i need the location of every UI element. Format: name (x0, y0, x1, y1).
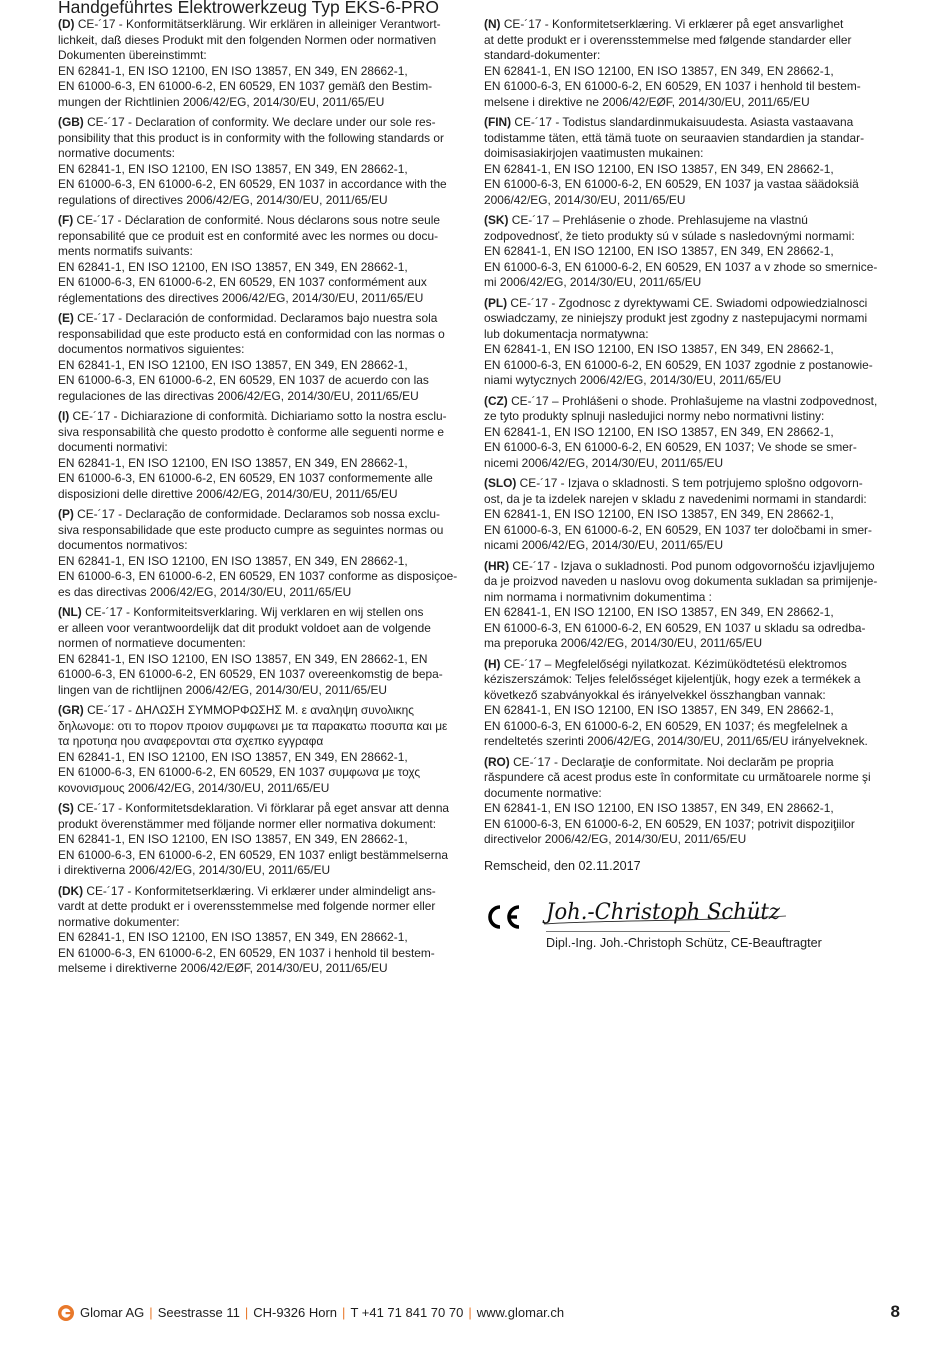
country-code: (F) (58, 213, 74, 227)
declaration-line: EN 62841-1, EN ISO 12100, EN ISO 13857, EN 349, EN 28662-1, (58, 455, 408, 470)
declaration-line: EN 61000-6-3, EN 61000-6-2, EN 60529, EN 1037; Ve shode se smer- (484, 440, 857, 454)
declaration-line: következő szabványokkal és irányelvekkel összhangban vannak: (484, 687, 826, 702)
declaration-line (58, 115, 476, 131)
declaration-line: EN 61000-6-3, EN 61000-6-2, EN 60529, EN 1037 u skladu sa odredba- (484, 620, 866, 635)
declaration-line: ze tyto produkty splnuji nasledujici normy nebo normativni listiny: (484, 409, 825, 423)
declaration-text: CE-´17 - Declaraţie de conformitate. Noi declarăm pe propria (509, 754, 834, 769)
declaration-line: EN 61000-6-3, EN 61000-6-2, EN 60529, EN 1037 conformément aux (58, 275, 427, 289)
declaration-cz (484, 394, 902, 472)
declaration-line: EN 62841-1, EN ISO 12100, EN ISO 13857, EN 349, EN 28662-1, (484, 161, 834, 176)
declaration-line: EN 62841-1, EN ISO 12100, EN ISO 13857, EN 349, EN 28662-1, (58, 930, 408, 944)
declaration-line: réglementations des directives 2006/42/EG, 2014/30/EU, 2011/65/EU (58, 290, 424, 305)
declaration-line (484, 115, 902, 131)
declaration-sk (484, 213, 902, 291)
declaration-line (58, 409, 476, 425)
declaration-line: doimisasiakirjojen vaatimusten mukainen: (484, 146, 704, 160)
declaration-line (484, 755, 902, 771)
country-code: (NL) (58, 605, 82, 619)
right-sections (484, 17, 902, 848)
declaration-slo (484, 476, 902, 554)
declaration-line (484, 394, 902, 410)
country-code: (I) (58, 409, 70, 423)
declaration-line: nicami 2006/42/EG, 2014/30/EU, 2011/65/EU (484, 538, 724, 552)
declaration-line (58, 605, 476, 621)
footer-company: Glomar AG (80, 1305, 145, 1320)
declaration-line: EN 61000-6-3, EN 61000-6-2, EN 60529, EN 1037 enligt bestämmelserna (58, 847, 448, 862)
declaration-line: at dette produkt er i overensstemmelse med følgende standarder eller (484, 32, 852, 47)
declaration-line: rendeltetés szerinti 2006/42/EG, 2014/30/EU, 2011/65/EU irányelveknek. (484, 734, 868, 748)
footer-separator: | (149, 1305, 153, 1320)
declaration-line: Dokumenten übereinstimmt: (58, 48, 207, 62)
declaration-line: EN 61000-6-3, EN 61000-6-2, EN 60529, EN 1037 i henhold til bestem- (58, 945, 435, 960)
declaration-line: EN 61000-6-3, EN 61000-6-2, EN 60529, EN 1037 zgodnie z postanowie- (484, 357, 873, 372)
declaration-line: EN 62841-1, EN ISO 12100, EN ISO 13857, EN 349, EN 28662-1, (58, 259, 408, 274)
declaration-line: κονονισμους 2006/42/EG, 2014/30/EU, 2011/65/EU (58, 780, 330, 795)
declaration-line (58, 703, 476, 719)
declaration-text: CE-´17 - Konformiteitsverklaring. Wij verklaren en wij stellen ons (81, 605, 424, 619)
declaration-line: lub dokumentacja normatywna: (484, 326, 649, 341)
country-code: (SK) (484, 213, 509, 227)
declaration-e (58, 311, 476, 404)
declaration-line: kéziszerszámok: Teljes felelősséget kijelentjük, hogy ezek a termékek a (484, 672, 861, 686)
declaration-line: EN 61000-6-3, EN 61000-6-2, EN 60529, EN 1037 ja vastaa säädoksiä (484, 177, 859, 191)
declaration-line: EN 61000-6-3, EN 61000-6-2, EN 60529, EN 1037 gemäß den Bestim- (58, 79, 433, 93)
page-title: Handgeführtes Elektrowerkzeug Typ EKS-6-PRO (58, 0, 439, 17)
declaration-line (58, 213, 476, 229)
declaration-i (58, 409, 476, 502)
declaration-line: δηλωνομε: οτι το πορον προιον συμφωνει με τα παρακατω ποσυπα και με (58, 718, 448, 733)
declaration-line: EN 62841-1, EN ISO 12100, EN ISO 13857, EN 349, EN 28662-1, (484, 801, 834, 815)
declaration-line: regulaciones de las directivas 2006/42/EG, 2014/30/EU, 2011/65/EU (58, 388, 419, 403)
country-code: (FIN) (484, 115, 512, 129)
declaration-line: EN 61000-6-3, EN 61000-6-2, EN 60529, EN 1037 a v zhode so smernice- (484, 259, 878, 274)
declarations-right-column (484, 17, 902, 984)
country-code: (H) (484, 656, 501, 671)
country-code: (RO) (484, 754, 510, 769)
declaration-line: melseme i direktiverne 2006/42/EØF, 2014/30/EU, 2011/65/EU (58, 961, 388, 975)
declaration-line (484, 559, 902, 575)
declaration-text: CE-´17 - Déclaration de conformité. Nous déclarons sous notre seule (73, 213, 440, 227)
declaration-line: EN 61000-6-3, EN 61000-6-2, EN 60529, EN 1037 συμφωνα με τοχς (58, 765, 421, 779)
footer-phone: T +41 71 841 70 70 (350, 1305, 464, 1320)
declaration-gb (58, 115, 476, 208)
declaration-line (58, 884, 476, 900)
declaration-line (58, 801, 476, 817)
signature-block (484, 874, 902, 984)
declaration-h (484, 657, 902, 750)
declaration-line (484, 476, 902, 492)
declaration-line (484, 657, 902, 673)
place-date: Remscheid, den 02.11.2017 (484, 858, 641, 873)
declaration-line: reponsabilité que ce produit est en conformité avec les normes ou docu- (58, 228, 439, 243)
declaration-text: CE-´17 - ΔΗΛΩΣΗ ΣΥΜΜΟΡΦΩΣΗΣ Μ. ε αναληψη συνολικης (83, 703, 414, 717)
declaration-text: CE-´17 - Dichiarazione di conformità. Dichiariamo sotto la nostra esclu- (69, 409, 447, 423)
declaration-line: EN 62841-1, EN ISO 12100, EN ISO 13857, EN 349, EN 28662-1, EN (58, 651, 428, 666)
declaration-fin (484, 115, 902, 208)
declaration-line (484, 17, 902, 33)
footer-website[interactable]: www.glomar.ch (476, 1305, 565, 1320)
declaration-n (484, 17, 902, 110)
declaration-text: CE-´17 - Zgodnosc z dyrektywami CE. Swiadomi odpowiedzialnosci (507, 295, 868, 310)
declaration-text: CE-´17 - Konformitetsdeklaration. Vi förklarar på eget ansvar att denna (73, 801, 450, 815)
declaration-f (58, 213, 476, 306)
declaration-d (58, 17, 476, 110)
footer-city: CH-9326 Horn (253, 1305, 338, 1320)
footer-separator: | (468, 1305, 472, 1320)
declaration-line: ost, da je ta izdelek narejen v skladu z navedenimi normami in standardi: (484, 491, 867, 506)
declaration-p (58, 507, 476, 600)
declaration-line: documente normative: (484, 785, 602, 800)
declaration-line: documentos normativos siguientes: (58, 342, 245, 356)
country-code: (E) (58, 311, 74, 325)
footer-separator: | (244, 1305, 249, 1320)
declaration-line: EN 61000-6-3, EN 61000-6-2, EN 60529, EN 1037 conformemente alle (58, 471, 433, 485)
declaration-s (58, 801, 476, 879)
svg-text:Joh.-Christoph Schütz: Joh.-Christoph Schütz (542, 900, 781, 925)
declaration-line: nicemi 2006/42/EG, 2014/30/EU, 2011/65/EU (484, 455, 724, 470)
footer-contact (80, 1305, 564, 1321)
declaration-line: regulations of directives 2006/42/EG, 2014/30/EU, 2011/65/EU (58, 192, 388, 207)
declaration-line: EN 61000-6-3, EN 61000-6-2, EN 60529, EN 1037; és megfelelnek a (484, 718, 848, 733)
declaration-line: EN 62841-1, EN ISO 12100, EN ISO 13857, EN 349, EN 28662-1, (484, 342, 834, 356)
declaration-line: es das directivas 2006/42/EG, 2014/30/EU, 2011/65/EU (58, 584, 352, 599)
footer-separator: | (342, 1305, 346, 1320)
declaration-line: mi 2006/42/EG, 2014/30/EU, 2011/65/EU (484, 275, 702, 289)
declaration-line: lingen van de richtlijnen 2006/42/EG, 2014/30/EU, 2011/65/EU (58, 682, 387, 697)
declaration-line: vardt at dette produkt er i overensstemmelse med folgende normer eller (58, 899, 436, 913)
declarations-left-column (58, 17, 476, 982)
declaration-line: EN 62841-1, EN ISO 12100, EN ISO 13857, EN 349, EN 28662-1, (58, 63, 408, 78)
declaration-line: ma preporuka 2006/42/EG, 2014/30/EU, 2011/65/EU (484, 636, 763, 650)
declaration-line: EN 62841-1, EN ISO 12100, EN ISO 13857, EN 349, EN 28662-1, (58, 749, 408, 764)
country-code: (N) (484, 17, 501, 31)
declaration-line: EN 62841-1, EN ISO 12100, EN ISO 13857, EN 349, EN 28662-1, (58, 553, 408, 568)
footer (58, 1303, 900, 1325)
declaration-pl (484, 296, 902, 389)
country-code: (S) (58, 801, 74, 815)
declaration-line: zodpovednosť, že tieto produkty sú v súlade s nasledovnými normami: (484, 228, 855, 243)
declaration-text: CE-´17 - Izjava o sukladnosti. Pod punom odgovornošću izjavljujemo (509, 558, 875, 573)
declaration-line: documentos normativos: (58, 538, 188, 552)
declaration-text: CE-´17 – Megfelelőségi nyilatkozat. Kézimüködtetésü elektromos (500, 656, 847, 671)
declaration-line: normative documents: (58, 146, 175, 160)
page-number: 8 (890, 1302, 900, 1321)
declaration-line: er alleen voor verantwoordelijk dat dit produkt voldoet aan de volgende (58, 620, 431, 635)
declaration-line: EN 62841-1, EN ISO 12100, EN ISO 13857, EN 349, EN 28662-1, (484, 63, 834, 78)
ce-mark-icon (484, 902, 522, 932)
declaration-line: EN 62841-1, EN ISO 12100, EN ISO 13857, EN 349, EN 28662-1, (58, 832, 408, 846)
declaration-line: siva responsabilità che questo prodotto è conforme alle seguenti norme e (58, 424, 445, 439)
declaration-hr (484, 559, 902, 652)
declaration-dk (58, 884, 476, 977)
declaration-text: CE-´17 - Konformitetserklæring. Vi erklærer på eget ansvarlighet (500, 17, 844, 31)
declaration-line (484, 296, 902, 312)
declaration-line: niami wytycznych 2006/42/EG, 2014/30/EU, 2011/65/EU (484, 373, 782, 387)
declaration-line: produkt överenstämmer med följande normer eller normativa dokument: (58, 816, 437, 831)
declaration-line: da je proizvod naveden u naslovu ovog dokumenta sukladan sa primijenje- (484, 574, 878, 588)
footer-street: Seestrasse 11 (157, 1305, 240, 1320)
declaration-line (484, 213, 902, 229)
declaration-line: EN 61000-6-3, EN 61000-6-2, EN 60529, EN 1037 i henhold til bestem- (484, 79, 861, 93)
declaration-line: lichkeit, daß dieses Produkt mit den folgenden Normen oder normativen (58, 32, 437, 47)
glomar-logo-icon (58, 1305, 74, 1321)
declaration-line: 61000-6-3, EN 61000-6-2, EN 60529, EN 1037 overeenkomstig de bepa- (58, 667, 443, 681)
signature-line (546, 931, 730, 932)
country-code: (D) (58, 17, 75, 31)
country-code: (SLO) (484, 476, 517, 490)
declaration-line: responsabilidad que este producto está en conformidad con las normas o (58, 326, 445, 341)
declaration-line (58, 17, 476, 33)
declaration-text: CE-´17 - Todistus slandardinmukaisuudesta. Asiasta vastaavana (511, 115, 854, 129)
country-code: (HR) (484, 558, 510, 573)
declaration-line: disposizioni delle direttive 2006/42/EG, 2014/30/EU, 2011/65/EU (58, 486, 398, 501)
country-code: (DK) (58, 883, 84, 898)
declaration-text: CE-´17 - Declaração de conformidade. Declaramos sob nossa exclu- (73, 507, 440, 521)
declaration-ro (484, 755, 902, 848)
declaration-line: melsene i direktive ne 2006/42/EØF, 2014/30/EU, 2011/65/EU (484, 94, 810, 109)
declaration-line: EN 62841-1, EN ISO 12100, EN ISO 13857, EN 349, EN 28662-1, (58, 357, 408, 372)
country-code: (CZ) (484, 393, 508, 408)
country-code: (P) (58, 507, 74, 521)
declaration-line: i direktiverna 2006/42/EG, 2014/30/EU, 2011/65/EU (58, 863, 331, 877)
declaration-line: normen of normatieve documenten: (58, 636, 246, 650)
declaration-text: CE-´17 - Konformitätserklärung. Wir erklären in alleiniger Verantwort- (74, 17, 441, 31)
declaration-line: ponsibility that this product is in conformity with the following standards or (58, 130, 444, 145)
declaration-nl (58, 605, 476, 698)
declaration-line: standard-dokumenter: (484, 48, 601, 62)
declaration-line: directivelor 2006/42/EG, 2014/30/EU, 2011/65/EU (484, 832, 747, 846)
declaration-line: EN 61000-6-3, EN 61000-6-2, EN 60529, EN 1037 conforme as disposiçoe- (58, 569, 458, 583)
country-code: (PL) (484, 295, 508, 310)
declaration-line: nim normama i normativnim dokumentima : (484, 589, 712, 604)
declaration-line: mungen der Richtlinien 2006/42/EG, 2014/30/EU, 2011/65/EU (58, 94, 385, 109)
declaration-line: normative dokumenter: (58, 914, 180, 929)
declaration-line: EN 61000-6-3, EN 61000-6-2, EN 60529, EN 1037 in accordance with the (58, 177, 447, 191)
declaration-line: oswiadczamy, ze niniejszy produkt jest zgodny z nastepujacymi normami (484, 311, 868, 325)
declaration-text: CE-´17 – Prehlásenie o zhode. Prehlasujeme na vlastnú (508, 213, 808, 227)
declaration-line: todistamme täten, että tämä tuote on seuraavien standardien ja standar- (484, 130, 865, 145)
declaration-text: CE-´17 - Declaración de conformidad. Declaramos bajo nuestra sola (73, 311, 438, 325)
declaration-line: răspundere că acest produs este în conformitate cu următoarele norme şi (484, 770, 871, 784)
declaration-line: EN 62841-1, EN ISO 12100, EN ISO 13857, EN 349, EN 28662-1, (484, 424, 834, 439)
declaration-line: EN 61000-6-3, EN 61000-6-2, EN 60529, EN 1037; potrivit dispoziţiilor (484, 816, 855, 831)
declaration-line: 2006/42/EG, 2014/30/EU, 2011/65/EU (484, 192, 686, 207)
country-code: (GR) (58, 703, 84, 717)
declaration-line: EN 62841-1, EN ISO 12100, EN ISO 13857, EN 349, EN 28662-1, (484, 605, 834, 619)
declaration-line: EN 62841-1, EN ISO 12100, EN ISO 13857, EN 349, EN 28662-1, (484, 703, 834, 717)
declaration-line: ments normatifs suivants: (58, 244, 193, 258)
declaration-line: EN 61000-6-3, EN 61000-6-2, EN 60529, EN 1037 de acuerdo con las (58, 373, 429, 387)
declaration-line: documenti normativi: (58, 440, 168, 454)
country-code: (GB) (58, 115, 84, 129)
declaration-text: CE-´17 – Prohlášeni o shode. Prohlašujeme na vlastni zodpovednost, (507, 393, 878, 408)
declaration-text: CE-´17 - Konformitetserklæring. Vi erklærer under almindeligt ans- (83, 883, 436, 898)
declaration-line (58, 507, 476, 523)
declaration-line: EN 61000-6-3, EN 61000-6-2, EN 60529, EN 1037 ter določbami in smer- (484, 522, 872, 537)
declaration-line: EN 62841-1, EN ISO 12100, EN ISO 13857, EN 349, EN 28662-1, (58, 161, 408, 176)
declaration-gr (58, 703, 476, 796)
declaration-text: CE-´17 - Declaration of conformity. We declare under our sole res- (83, 115, 436, 129)
declaration-line: τα ηροτυηα ηου αναφερονται στα σχεπκο εγγραφα (58, 734, 324, 748)
declaration-line: siva responsabilidade que este producto cumpre as seguintes normas ou (58, 522, 444, 537)
declaration-line: EN 62841-1, EN ISO 12100, EN ISO 13857, EN 349, EN 28662-1, (484, 244, 834, 258)
declaration-line (58, 311, 476, 327)
signer-name: Dipl.-Ing. Joh.-Christoph Schütz, CE-Beauftragter (546, 936, 822, 950)
declaration-line: EN 62841-1, EN ISO 12100, EN ISO 13857, EN 349, EN 28662-1, (484, 507, 834, 521)
handwritten-signature (540, 886, 800, 934)
declaration-text: CE-´17 - Izjava o skladnosti. S tem potrjujemo splošno odgovorn- (516, 476, 863, 490)
